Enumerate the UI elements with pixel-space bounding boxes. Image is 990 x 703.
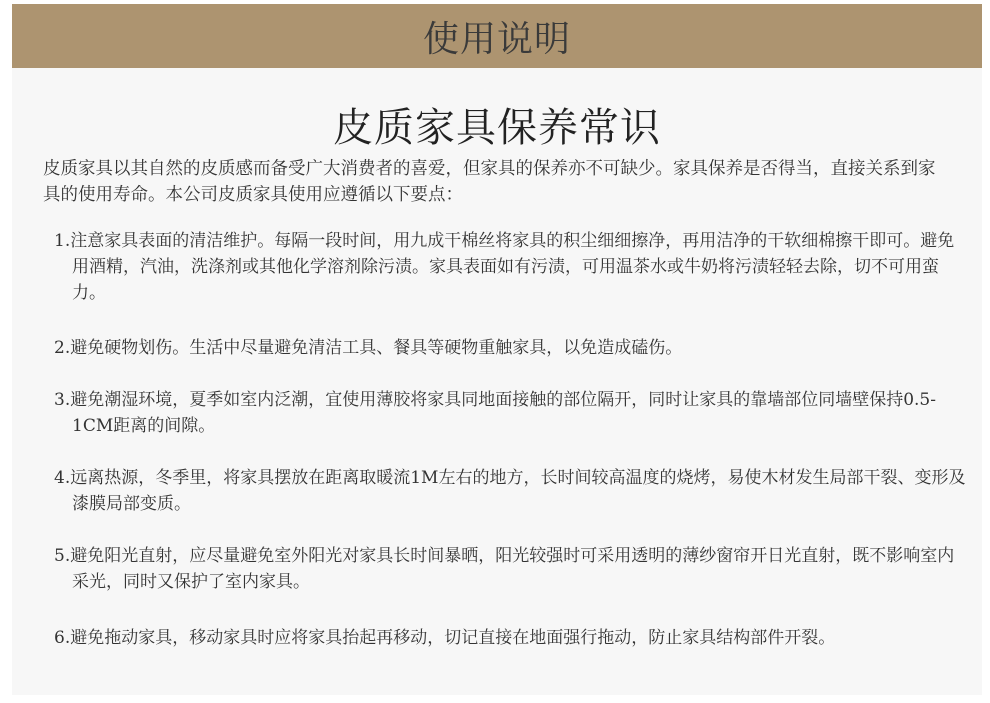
document-title: 皮质家具保养常识 xyxy=(333,105,661,151)
header-band xyxy=(12,4,982,68)
intro-paragraph: 皮质家具以其自然的皮质感而备受广大消费者的喜爱，但家具的保养亦不可缺少。家具保养是否得当，直接关系到家具的使用寿命。本公司皮质家具使用应遵循以下要点： xyxy=(43,159,936,205)
list-item: 4.远离热源，冬季里，将家具摆放在距离取暖流1M左右的地方，长时间较高温度的烧烤，易使木材发生局部干裂、变形及漆膜局部变质。 xyxy=(54,468,966,514)
list-item: 3.避免潮湿环境，夏季如室内泛潮，宜使用薄胶将家具同地面接触的部位隔开，同时让家具的靠墙部位同墙壁保持0.5-1CM距离的间隙。 xyxy=(54,390,936,436)
header-title: 使用说明 xyxy=(422,18,571,60)
list-item: 1.注意家具表面的清洁维护。每隔一段时间，用九成干棉丝将家具的积尘细细擦净，再用洁净的干软细棉擦干即可。避免用酒精，汽油，洗涤剂或其他化学溶剂除污渍。家具表面如有污渍，可用温茶水或牛奶将污渍轻轻去除，切不可用蛮力。 xyxy=(54,231,955,303)
list-item: 5.避免阳光直射，应尽量避免室外阳光对家具长时间暴晒，阳光较强时可采用透明的薄纱窗帘开日光直射，既不影响室内采光，同时又保护了室内家具。 xyxy=(54,546,955,592)
list-item: 6.避免拖动家具，移动家具时应将家具抬起再移动，切记直接在地面强行拖动，防止家具结构部件开裂。 xyxy=(54,628,836,648)
list-item: 2.避免硬物划伤。生活中尽量避免清洁工具、餐具等硬物重触家具，以免造成磕伤。 xyxy=(54,338,683,358)
content-panel xyxy=(12,68,982,695)
